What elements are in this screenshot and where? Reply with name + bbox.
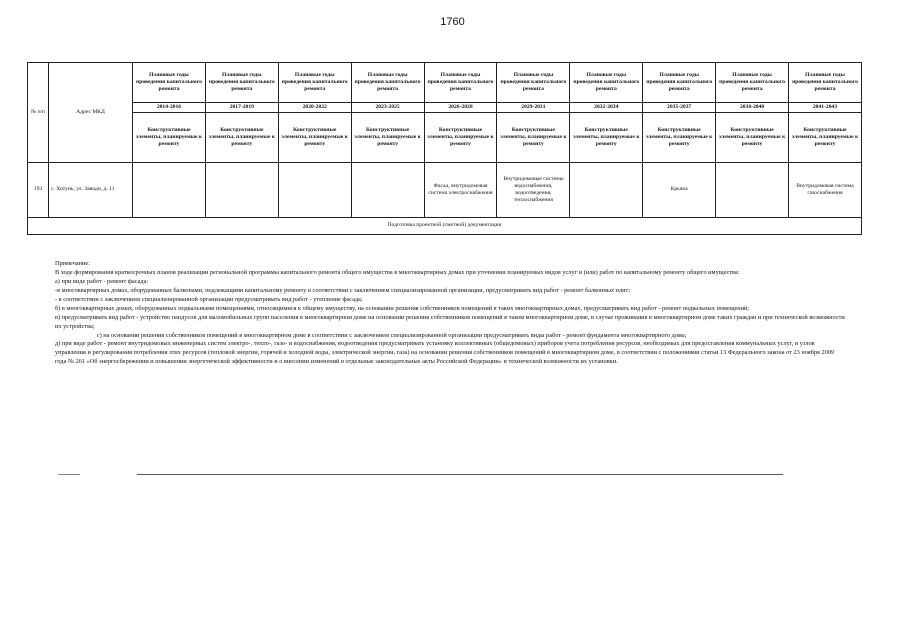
period-years: 2038-2040 (716, 103, 789, 113)
period-years: 2017-2019 (205, 103, 278, 113)
table-row (28, 162, 862, 217)
period-header: Плановые годы проведения капитального ремонта (424, 63, 497, 103)
elements-header: Конструктивные элементы, планируемые к ремонту (351, 112, 424, 162)
period-header: Плановые годы проведения капитального ремонта (497, 63, 570, 103)
note-line: - в соответствии с заключением специализированной организации предусматривать вид работ - утепление фасада; (55, 295, 363, 303)
notes-section (55, 260, 845, 367)
period-years: 2014-2016 (133, 103, 206, 113)
note-line: д) при виде работ - ремонт внутридомовых инженерных систем электро-, тепло-, газо- и водоснабжения, водоотведения предусматривать установку коллективных (общедомовых) приборов учета потребления ресурсов, необходимых для предоставления коммунальных услуг, и узлов управления и регулирования потребления этих ресурсов (тепловой энергии, горячей и холодной воды, электрической энергии, газа) на основании решения собственников помещений в многоквартирном доме, в соответствии с положениями статьи 13 Федерального закона от 23 ноября 2009 года № 261 «Об энергосбережении и повышении энергетической эффективности и о внесении изменений в отдельные законодательные акты Российской Федерации» и технической возможности их установки. (55, 340, 835, 366)
row-cell (716, 162, 789, 217)
period-years: 2041-2043 (789, 103, 862, 113)
row-cell (278, 162, 351, 217)
notes-title: Примечание: (55, 260, 90, 267)
row-cell (205, 162, 278, 217)
col-num-header: № п/п (28, 63, 49, 163)
period-years: 2035-2037 (643, 103, 716, 113)
elements-header: Конструктивные элементы, планируемые к ремонту (716, 112, 789, 162)
note-line: г) на основании решения собственников помещений в многоквартирном доме в соответствии с заключением специализированной организации предусматривать виды работ - ремонт фундамента многоквартирного дома; (97, 331, 687, 339)
capital-repair-table (27, 62, 862, 235)
period-header: Плановые годы проведения капитального ремонта (205, 63, 278, 103)
divider (58, 474, 80, 475)
period-years: 2029-2031 (497, 103, 570, 113)
period-years: 2026-2028 (424, 103, 497, 113)
row-cell: Внутридомовые системы водоснабжения, водоотведения, теплоснабжения (497, 162, 570, 217)
elements-header: Конструктивные элементы, планируемые к ремонту (424, 112, 497, 162)
period-header: Плановые годы проведения капитального ремонта (278, 63, 351, 103)
elements-header: Конструктивные элементы, планируемые к ремонту (497, 112, 570, 162)
row-num: 193 (28, 162, 49, 217)
period-years: 2023-2025 (351, 103, 424, 113)
period-header: Плановые годы проведения капитального ремонта (133, 63, 206, 103)
period-header: Плановые годы проведения капитального ремонта (570, 63, 643, 103)
elements-header: Конструктивные элементы, планируемые к ремонту (570, 112, 643, 162)
row-cell (351, 162, 424, 217)
row-cell: Фасад, внутридомовая система электроснабжения (424, 162, 497, 217)
note-line: а) при виде работ - ремонт фасада: (55, 277, 149, 285)
elements-header: Конструктивные элементы, планируемые к ремонту (789, 112, 862, 162)
row-address: с. Хотунь, ул. Заводи, д. 11 (49, 162, 133, 217)
col-address-header: Адрес МКД (49, 63, 133, 163)
row-cell: Внутридомовая система газоснабжения (789, 162, 862, 217)
note-line: -в многоквартирных домах, оборудованных балконами, подлежащими капитальному ремонту в соответствии с заключением специализированной организации, предусматривать вид работ - ремонт балконных плит; (55, 286, 631, 294)
row-cell (133, 162, 206, 217)
divider (137, 474, 783, 475)
row-cell: Крыша (643, 162, 716, 217)
period-header: Плановые годы проведения капитального ремонта (643, 63, 716, 103)
note-line: в) предусматривать вид работ - устройство пандусов для маломобильных групп населения в многоквартирном доме на основании решения собственников помещений в таком многоквартирном доме, в случае проживания в многоквартирном доме таких граждан и при технической возможности их устройства; (55, 313, 845, 330)
period-header: Плановые годы проведения капитального ремонта (716, 63, 789, 103)
elements-header: Конструктивные элементы, планируемые к ремонту (133, 112, 206, 162)
period-header: Плановые годы проведения капитального ремонта (351, 63, 424, 103)
note-line: б) в многоквартирных домах, оборудованных подвальными помещениями, относящимися к общему имуществу, на основании решения собственников помещений в таких многоквартирных домах, предусматривать вид работ - ремонт подвальных помещений; (55, 304, 750, 312)
elements-header: Конструктивные элементы, планируемые к ремонту (643, 112, 716, 162)
footer-row: Подготовка проектной (сметной) документации (28, 217, 862, 234)
period-years: 2032-2034 (570, 103, 643, 113)
page-number: 1760 (440, 16, 465, 28)
row-cell (570, 162, 643, 217)
elements-header: Конструктивные элементы, планируемые к ремонту (278, 112, 351, 162)
note-line: В ходе формирования краткосрочных планов реализации региональной программы капитального ремонта общего имущества в многоквартирных домах при уточнении планируемых видов услуг и (или) работ по капитальному ремонту общего имущества: (55, 268, 740, 276)
elements-header: Конструктивные элементы, планируемые к ремонту (205, 112, 278, 162)
period-header: Плановые годы проведения капитального ремонта (789, 63, 862, 103)
period-years: 2020-2022 (278, 103, 351, 113)
